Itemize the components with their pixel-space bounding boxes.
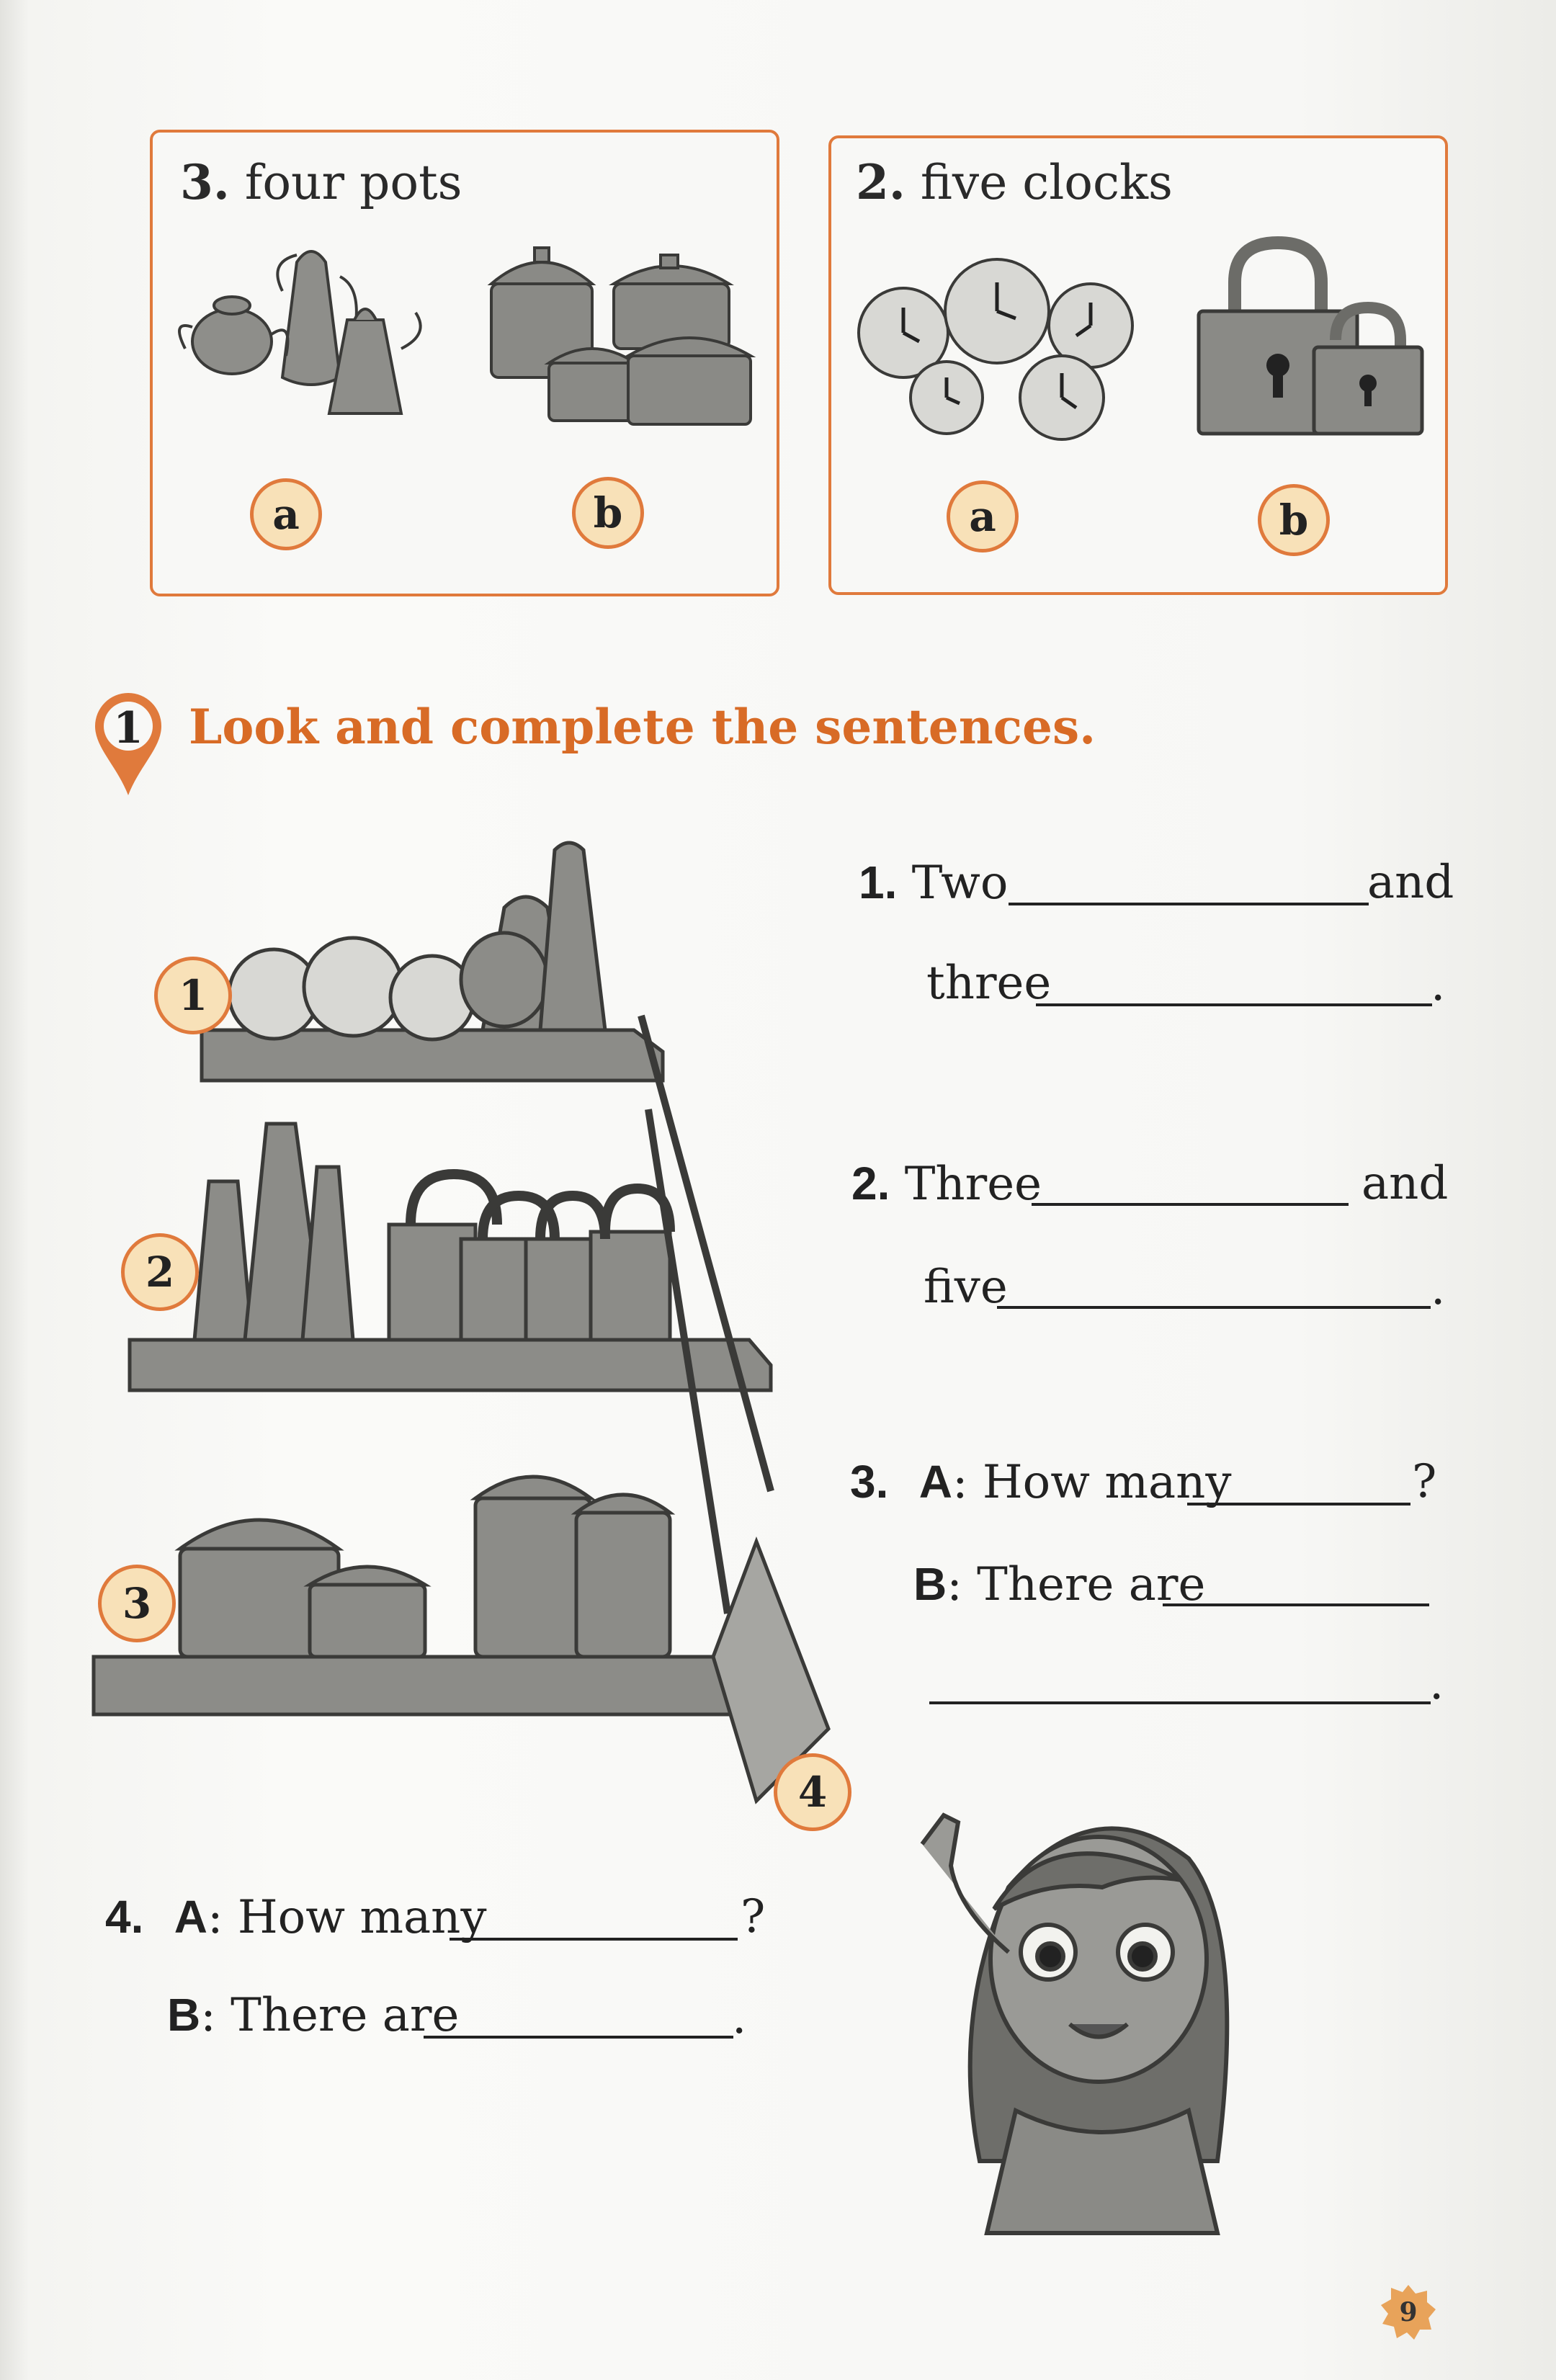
box-title — [180, 154, 462, 210]
answer-blank[interactable] — [1032, 1203, 1349, 1206]
option-a-badge[interactable]: a — [947, 480, 1019, 552]
teapots-illustration — [174, 233, 448, 435]
girl-character-illustration — [893, 1786, 1282, 2233]
answer-blank[interactable] — [929, 1701, 1431, 1704]
question-text: : There are — [200, 1989, 460, 2042]
shelf-label-1: 1 — [154, 957, 232, 1034]
question-1-line1 — [859, 856, 1008, 910]
question-text: and — [1362, 1157, 1449, 1210]
question-text: Three — [904, 1158, 1042, 1211]
shelf-label-3: 3 — [98, 1565, 176, 1642]
box-text: four pots — [244, 155, 462, 210]
page-number: 9 — [1399, 2297, 1418, 2327]
question-end-punctuation: . — [1431, 958, 1446, 1011]
question-text: and — [1367, 856, 1454, 909]
box-number: 3. — [180, 154, 230, 210]
question-text: : There are — [947, 1558, 1206, 1611]
speaker-label: A — [918, 1456, 952, 1508]
question-text: : How many — [952, 1456, 1232, 1509]
question-end-punctuation: . — [732, 1991, 747, 2044]
option-a-badge[interactable]: a — [250, 478, 322, 550]
question-text: Two — [911, 856, 1009, 910]
speaker-label: B — [167, 1989, 201, 2041]
question-end-punctuation: . — [1431, 1262, 1446, 1315]
speaker-label: A — [174, 1891, 207, 1943]
question-3-b — [913, 1557, 1205, 1611]
section-number: 1 — [113, 703, 143, 753]
option-b-badge[interactable]: b — [572, 477, 644, 549]
section-title: Look and complete the sentences. — [189, 699, 1096, 755]
answer-blank[interactable] — [1036, 1003, 1432, 1006]
answer-blank[interactable] — [1187, 1503, 1410, 1506]
answer-blank[interactable] — [424, 2036, 733, 2039]
question-number: 4. — [105, 1891, 144, 1943]
question-text: : How many — [207, 1891, 487, 1944]
question-number: 2. — [851, 1158, 890, 1209]
question-2-line1 — [851, 1157, 1042, 1211]
answer-blank[interactable] — [1163, 1603, 1429, 1606]
shelf-label-4: 4 — [774, 1753, 851, 1831]
answer-blank[interactable] — [450, 1938, 738, 1941]
question-end-punctuation: ? — [741, 1890, 766, 1943]
question-number: 1. — [859, 856, 898, 908]
clocks-illustration — [846, 232, 1148, 441]
question-3-a — [850, 1455, 1232, 1509]
shelf-label-2: 2 — [121, 1233, 199, 1311]
question-4-a — [105, 1890, 487, 1944]
question-text: five — [924, 1261, 1008, 1314]
choice-box-four-pots — [150, 130, 779, 596]
question-end-punctuation: . — [1429, 1657, 1444, 1710]
pots-illustration — [470, 226, 758, 435]
question-number: 3. — [850, 1456, 889, 1508]
speaker-label: B — [913, 1558, 947, 1610]
question-end-punctuation: ? — [1412, 1455, 1437, 1508]
choice-box-five-clocks — [828, 135, 1448, 595]
answer-blank[interactable] — [997, 1306, 1431, 1309]
padlocks-illustration — [1191, 232, 1429, 441]
question-4-b — [167, 1988, 459, 2042]
answer-blank[interactable] — [1009, 903, 1369, 905]
option-b-badge[interactable]: b — [1258, 484, 1330, 556]
question-text: three — [926, 957, 1052, 1010]
box-text: five clocks — [920, 155, 1173, 210]
box-number: 2. — [856, 154, 906, 210]
box-title — [856, 154, 1173, 210]
